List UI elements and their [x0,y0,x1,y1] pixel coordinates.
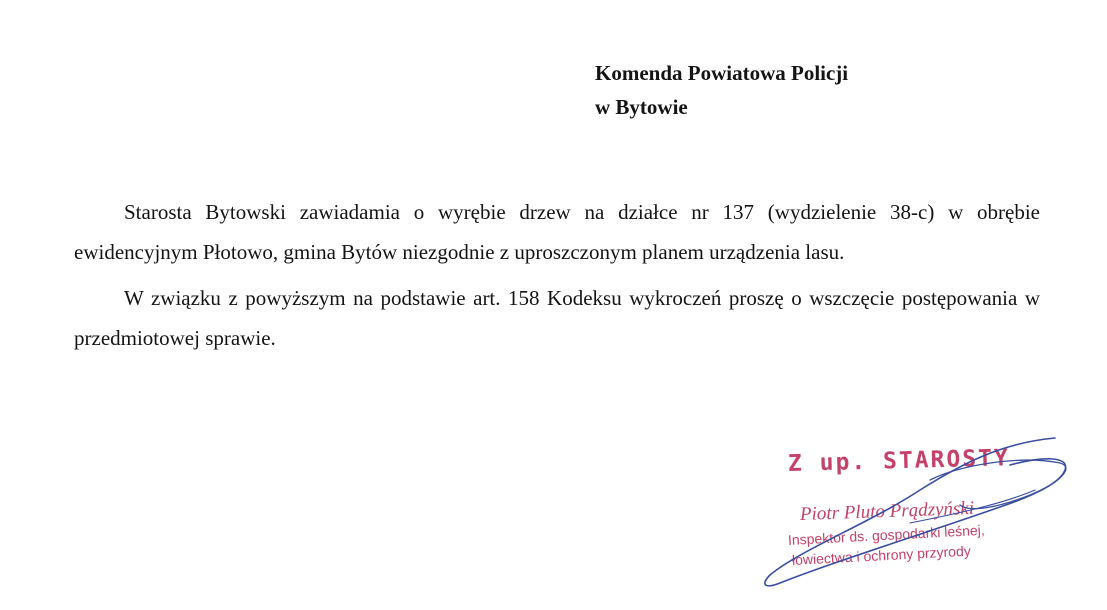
body-paragraph-1: Starosta Bytowski zawiadamia o wyrębie drzew na działce nr 137 (wydzielenie 38-c) w obrębie ewidencyjnym Płotowo, gmina Bytów niezgodnie z uproszczonym planem urządzenia lasu. [74,200,1040,264]
signature-stroke-loop [930,460,1066,508]
addressee-block [595,56,848,124]
stamp-title: Z up. STAROSTY [787,445,1011,477]
body-paragraph-2: W związku z powyższym na podstawie art. 158 Kodeksu wykroczeń proszę o wszczęcie postępowania w przedmiotowej sprawie. [74,286,1040,350]
addressee-line-2: w Bytowie [595,95,688,119]
stamp-name: Piotr Pluto Prądzyński [799,497,975,525]
handwritten-signature [760,435,1090,595]
letter-body [74,192,1040,358]
stamp-role-line-1: Inspektor ds. gospodarki leśnej, [787,521,986,548]
signature-stroke-tail [910,490,1035,523]
official-stamp [760,435,1090,595]
addressee-line-1: Komenda Powiatowa Policji [595,61,849,85]
stamp-role-line-2: łowiectwa i ochrony przyrody [791,542,972,568]
